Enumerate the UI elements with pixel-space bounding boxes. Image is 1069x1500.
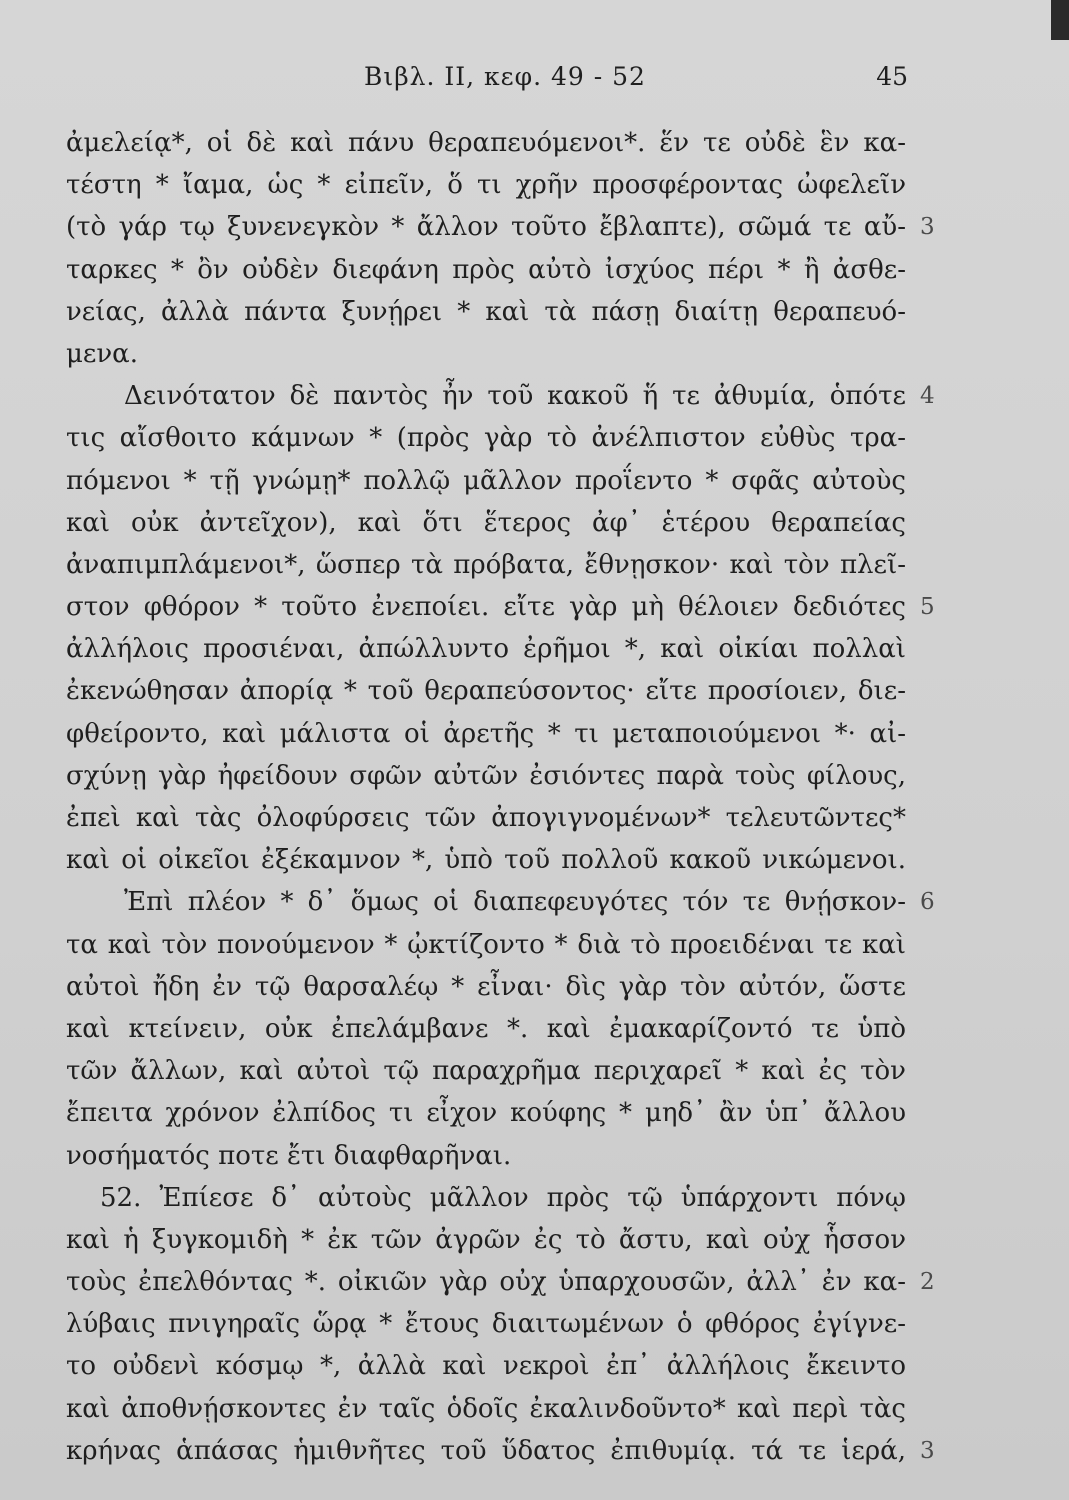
text-line-content: το οὐδενὶ κόσμῳ *, ἀλλὰ καὶ νεκροὶ ἐπ᾿ ἀλλήλοις ἔκειντο [66,1351,906,1382]
text-line-content: τοὺς ἐπελθόντας *. οἰκιῶν γὰρ οὐχ ὑπαρχουσῶν, ἀλλ᾿ ἐν κα- [66,1267,906,1298]
text-line-content: νοσήματός ποτε ἔτι διαφθαρῆναι. [66,1140,512,1171]
scan-edge-strip [1051,0,1069,40]
text-line [66,1008,906,1050]
text-line-content: ἀναπιμπλάμενοι*, ὥσπερ τὰ πρόβατα, ἔθνῃσκον· καὶ τὸν πλεῖ- [66,549,906,580]
text-line-content: κρήνας ἁπάσας ἡμιθνῆτες τοῦ ὕδατος ἐπιθυμίᾳ. τά τε ἱερά, [66,1435,906,1466]
text-line [66,1345,906,1387]
text-line [66,586,935,628]
text-line-content: τις αἴσθοιτο κάμνων * (πρὸς γὰρ τὸ ἀνέλπιστον εὐθὺς τρα- [66,423,906,454]
body-text [66,122,935,1472]
margin-section-number: 2 [920,1269,935,1296]
text-line-content: ἐπεὶ καὶ τὰς ὀλοφύρσεις τῶν ἀπογιγνομένων* τελευτῶντες* [66,803,906,833]
text-line-content: (τὸ γάρ τῳ ξυνενεγκὸν * ἄλλον τοῦτο ἔβλαπτε), σῶμά τε αὔ- [66,212,906,243]
text-line [66,1261,935,1303]
text-line-content: φθείροντο, καὶ μάλιστα οἱ ἀρετῆς * τι μεταποιούμενοι *· αἰ- [66,718,906,749]
text-line-content: καὶ κτείνειν, οὐκ ἐπελάμβανε *. καὶ ἐμακαρίζοντό τε ὑπὸ [66,1013,906,1044]
text-line-content: καὶ οὐκ ἀντεῖχον), καὶ ὅτι ἕτερος ἀφ᾿ ἑτέρου θεραπείας [66,507,906,538]
text-line-content: τα καὶ τὸν πονούμενον * ᾠκτίζοντο * διὰ τὸ προειδέναι τε καὶ [66,929,906,960]
text-line-content: τέστη * ἴαμα, ὡς * εἰπεῖν, ὅ τι χρῆν προσφέροντας ὠφελεῖν [66,170,906,201]
text-line [66,1177,906,1219]
text-line [66,966,906,1008]
text-line [66,628,906,670]
text-line [66,249,906,291]
text-line-content: στον φθόρον * τοῦτο ἐνεποίει. εἴτε γὰρ μὴ θέλοιεν δεδιότες [66,592,906,623]
text-line-content: ἀλλήλοις προσιέναι, ἀπώλλυντο ἐρῆμοι *, καὶ οἰκίαι πολλαὶ [66,634,906,665]
text-line-content: καὶ οἱ οἰκεῖοι ἐξέκαμνον *, ὑπὸ τοῦ πολλοῦ κακοῦ νικώμενοι. [66,845,906,876]
text-line [66,797,906,839]
running-title: Βιβλ. ΙΙ, κεφ. 49 - 52 [364,62,646,91]
text-line [66,122,906,164]
text-line [66,417,906,459]
text-line [66,206,935,248]
text-line [66,164,906,206]
text-line-content: ἔπειτα χρόνον ἐλπίδος τι εἶχον κούφης * μηδ᾿ ἂν ὑπ᾿ ἄλλου [66,1098,906,1129]
text-line-content: λύβαις πνιγηραῖς ὥρᾳ * ἔτους διαιτωμένων ὁ φθόρος ἐγίγνε- [66,1309,906,1340]
text-line [66,460,906,502]
text-line [66,544,906,586]
text-line [66,1092,906,1134]
text-line-content: τῶν ἄλλων, καὶ αὐτοὶ τῷ παραχρῆμα περιχαρεῖ * καὶ ἐς τὸν [66,1056,906,1087]
text-line [66,755,906,797]
text-line [66,1303,906,1345]
text-line-content: 52. Ἐπίεσε δ᾿ αὐτοὺς μᾶλλον πρὸς τῷ ὑπάρχοντι πόνῳ [100,1182,906,1213]
text-line-content: νείας, ἀλλὰ πάντα ξυνῄρει * καὶ τὰ πάσῃ διαίτῃ θεραπευό- [66,296,906,327]
text-line-content: αὐτοὶ ἤδη ἐν τῷ θαρσαλέῳ * εἶναι· δὶς γὰρ τὸν αὐτόν, ὥστε [66,971,906,1002]
text-line [66,1050,906,1092]
running-head [0,62,1069,98]
text-line [66,1219,906,1261]
text-line-content: καὶ ἀποθνῄσκοντες ἐν ταῖς ὁδοῖς ἐκαλινδοῦντο* καὶ περὶ τὰς [66,1393,906,1424]
text-line-content: ἐκενώθησαν ἀπορίᾳ * τοῦ θεραπεύσοντος· εἴτε προσίοιεν, διε- [66,676,906,707]
text-line [66,881,935,923]
text-line [66,670,906,712]
margin-section-number: 3 [920,214,935,241]
text-line [66,713,906,755]
page-number: 45 [876,62,908,91]
text-line [66,333,906,375]
text-line-content: ταρκες * ὂν οὐδὲν διεφάνη πρὸς αὐτὸ ἰσχύος πέρι * ἢ ἀσθε- [66,254,906,285]
text-line-content: ἀμελείᾳ*, οἱ δὲ καὶ πάνυ θεραπευόμενοι*. ἕν τε οὐδὲ ἓν κα- [66,128,906,158]
text-line [66,375,935,417]
text-line-content: Ἐπὶ πλέον * δ᾿ ὅμως οἱ διαπεφευγότες τόν τε θνῄσκον- [124,887,906,918]
text-line-content: πόμενοι * τῇ γνώμῃ* πολλῷ μᾶλλον προΐεντο * σφᾶς αὐτοὺς [66,465,906,496]
text-line-content: σχύνῃ γὰρ ἠφείδουν σφῶν αὐτῶν ἐσιόντες παρὰ τοὺς φίλους, [66,760,906,791]
margin-section-number: 5 [920,594,935,621]
text-line [66,1388,906,1430]
margin-section-number: 6 [920,889,935,916]
text-line-content: μενα. [66,338,138,369]
text-line-content: καὶ ἡ ξυγκομιδὴ * ἐκ τῶν ἀγρῶν ἐς τὸ ἄστυ, καὶ οὐχ ἧσσον [66,1224,906,1255]
text-line [66,924,906,966]
text-line [66,502,906,544]
text-line [66,839,906,881]
margin-section-number: 3 [920,1437,935,1464]
text-line [66,291,906,333]
text-line-content: Δεινότατον δὲ παντὸς ἦν τοῦ κακοῦ ἥ τε ἀθυμία, ὁπότε [124,381,906,412]
text-line [66,1430,935,1472]
text-line [66,1135,906,1177]
margin-section-number: 4 [920,383,935,410]
